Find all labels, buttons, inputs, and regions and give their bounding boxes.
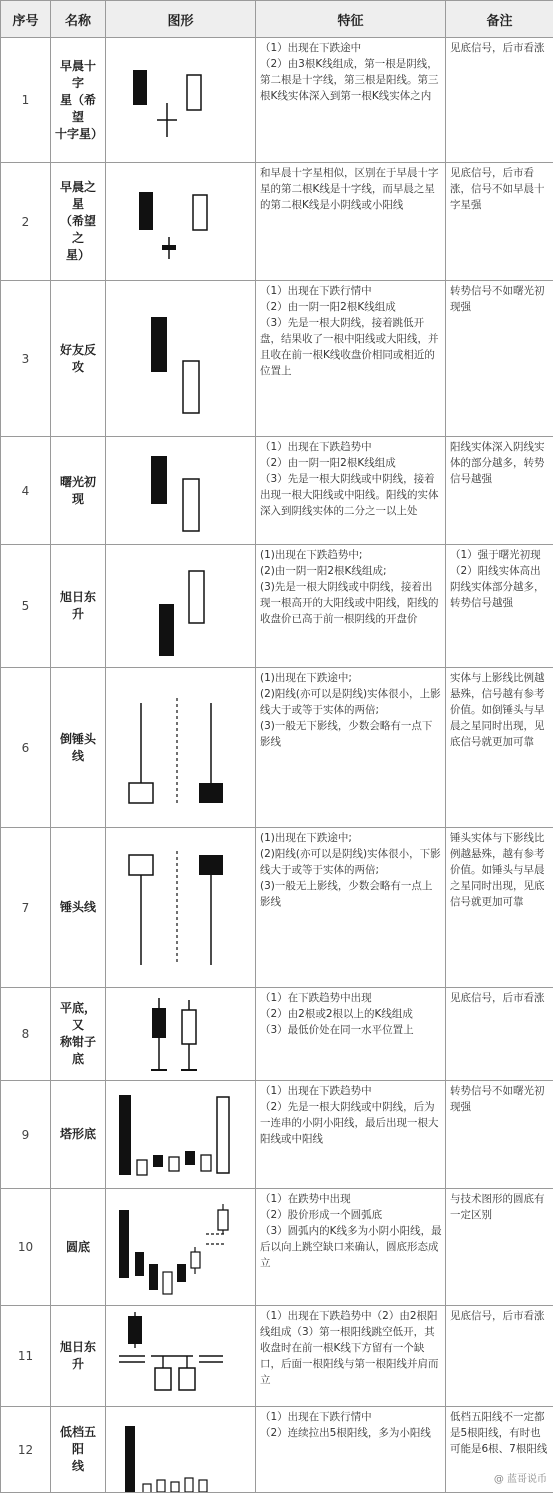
row-index: 6 xyxy=(1,668,51,828)
pattern-features: （1）出现在下跌趋势中 （2）先是一根大阴线或中阴线，后为一连串的小阴小阳线，最后出现一根大阳线或中阳线 xyxy=(256,1081,446,1189)
pattern-features: (1)出现在下跌途中; (2)阳线(亦可以是阴线)实体很小，下影线大于或等于实体的两倍; (3)一般无上影线，少数会略有一点上影线 xyxy=(256,828,446,988)
pattern-name: 旭日东升 xyxy=(51,1306,106,1407)
header-index: 序号 xyxy=(1,1,51,38)
row-index: 12 xyxy=(1,1407,51,1493)
pattern-name: 早晨之星 （希望之 星） xyxy=(51,163,106,281)
pattern-diagram xyxy=(106,1189,256,1306)
pattern-features: （1）出现在下跌行情中 （2）由一阴一阳2根K线组成 （3）先是一根大阴线，接着跳低开盘，结果收了一根中阳线或大阳线，并且收在前一根K线收盘价相同或相近的位置上 xyxy=(256,281,446,437)
inverted-hammer-diagram xyxy=(111,683,251,813)
pattern-diagram xyxy=(106,545,256,668)
pattern-features: （1）在下跌趋势中出现 （2）由2根或2根以上的K线组成 （3）最低价处在同一水平位置上 xyxy=(256,988,446,1081)
pattern-features: （1）出现在下跌趋势中 （2）由一阴一阳2根K线组成 （3）先是一根大阴线或中阴线，接着出现一根大阳线或中阳线。阳线的实体深入到阴线实体的二分之一以上处 xyxy=(256,437,446,545)
pattern-diagram xyxy=(106,38,256,163)
pattern-features: （1）出现在下跌途中 （2）由3根K线组成，第一根是阴线，第二根是十字线，第三根是阳线。第三根K线实体深入到第一根K线实体之内 xyxy=(256,38,446,163)
morning-doji-star-diagram xyxy=(111,45,251,155)
table-row xyxy=(1,668,553,828)
pattern-features: (1)出现在下跌趋势中; (2)由一阴一阳2根K线组成; (3)先是一根大阴线或中阴线，接着出现一根高开的大阳线或中阳线，阳线的收盘价已高于前一根阴线的开盘价 xyxy=(256,545,446,668)
pattern-diagram xyxy=(106,1306,256,1407)
pattern-note: （1）强于曙光初现 （2）阳线实体高出阴线实体部分越多，转势信号越强 xyxy=(446,545,553,668)
pattern-name: 塔形底 xyxy=(51,1081,106,1189)
pattern-name: 圆底 xyxy=(51,1189,106,1306)
pattern-note: 与技术图形的圆底有一定区别 xyxy=(446,1189,553,1306)
pattern-features: (1)出现在下跌途中; (2)阳线(亦可以是阴线)实体很小，上影线大于或等于实体的两倍; (3)一般无下影线，少数会略有一点下影线 xyxy=(256,668,446,828)
table-row xyxy=(1,828,553,988)
header-name: 名称 xyxy=(51,1,106,38)
header-shape: 图形 xyxy=(106,1,256,38)
table-row xyxy=(1,988,553,1081)
table-row xyxy=(1,163,553,281)
pattern-note: 转势信号不如曙光初现强 xyxy=(446,1081,553,1189)
header-notes: 备注 xyxy=(446,1,553,38)
pattern-features: （1）在跌势中出现 （2）股价形成一个圆弧底 （3）圆弧内的K线多为小阴小阳线，最后以向上跳空缺口来确认，圆底形态成立 xyxy=(256,1189,446,1306)
pattern-name: 平底，又 称钳子底 xyxy=(51,988,106,1081)
pattern-diagram xyxy=(106,163,256,281)
pattern-name: 早晨十字 星（希望 十字星） xyxy=(51,38,106,163)
pattern-name: 低档五阳 线 xyxy=(51,1407,106,1493)
row-index: 4 xyxy=(1,437,51,545)
row-index: 11 xyxy=(1,1306,51,1407)
rising-sun-diagram xyxy=(111,549,251,664)
table-row xyxy=(1,1081,553,1189)
flat-bottom-diagram xyxy=(111,990,251,1078)
pattern-note: 转势信号不如曙光初现强 xyxy=(446,281,553,437)
table-row xyxy=(1,1306,553,1407)
table-row xyxy=(1,38,553,163)
pattern-note: 见底信号，后市看涨 xyxy=(446,38,553,163)
pattern-diagram xyxy=(106,988,256,1081)
piercing-counterattack-diagram xyxy=(111,299,251,419)
row-index: 5 xyxy=(1,545,51,668)
rising-sun-gap-diagram xyxy=(111,1308,251,1404)
table-row xyxy=(1,281,553,437)
pattern-note: 锤头实体与下影线比例越悬殊，越有参考价值。如锤头与早晨之星同时出现，见底信号就更加可靠 xyxy=(446,828,553,988)
five-yang-lines-diagram xyxy=(111,1408,251,1492)
row-index: 2 xyxy=(1,163,51,281)
row-index: 9 xyxy=(1,1081,51,1189)
morning-star-diagram xyxy=(111,167,251,277)
pattern-note: 见底信号，后市看涨 xyxy=(446,988,553,1081)
pattern-diagram xyxy=(106,1081,256,1189)
watermark: @ 蓝哥说币 xyxy=(494,1470,547,1485)
table-row xyxy=(1,1189,553,1306)
pattern-features: 和早晨十字星相似，区别在于早晨十字星的第二根K线是十字线，而早晨之星的第二根K线是小阴线或小阳线 xyxy=(256,163,446,281)
round-bottom-diagram xyxy=(111,1192,251,1302)
pattern-diagram xyxy=(106,828,256,988)
header-row xyxy=(1,1,553,38)
table-row xyxy=(1,1407,553,1493)
row-index: 1 xyxy=(1,38,51,163)
pattern-diagram xyxy=(106,1407,256,1493)
pattern-note: 低档五阳线不一定都是5根阳线，有时也可能是6根、7根阳线 xyxy=(446,1407,553,1493)
row-index: 8 xyxy=(1,988,51,1081)
pattern-diagram xyxy=(106,668,256,828)
pattern-name: 好友反攻 xyxy=(51,281,106,437)
pattern-name: 倒锤头线 xyxy=(51,668,106,828)
row-index: 7 xyxy=(1,828,51,988)
pattern-diagram xyxy=(106,437,256,545)
pattern-name: 曙光初现 xyxy=(51,437,106,545)
pattern-diagram xyxy=(106,281,256,437)
pattern-note: 见底信号，后市看涨 xyxy=(446,1306,553,1407)
pattern-note: 实体与上影线比例越悬殊，信号越有参考价值。如倒锤头与早晨之星同时出现，见底信号就更加可靠 xyxy=(446,668,553,828)
pattern-features: （1）出现在下跌趋势中（2）由2根阳线组成（3）第一根阳线跳空低开，其收盘时在前一根K线下方留有一个缺口，后面一根阳线与第一根阳线并肩而立 xyxy=(256,1306,446,1407)
pattern-features: （1）出现在下跌行情中 （2）连续拉出5根阳线，多为小阳线 xyxy=(256,1407,446,1493)
tower-bottom-diagram xyxy=(111,1085,251,1185)
table-row xyxy=(1,545,553,668)
hammer-diagram xyxy=(111,843,251,973)
header-features: 特征 xyxy=(256,1,446,38)
pattern-note: 见底信号，后市看涨，信号不如早晨十字星强 xyxy=(446,163,553,281)
row-index: 10 xyxy=(1,1189,51,1306)
pattern-name: 旭日东升 xyxy=(51,545,106,668)
pattern-note: 阳线实体深入阴线实体的部分越多，转势信号越强 xyxy=(446,437,553,545)
table-row xyxy=(1,437,553,545)
pattern-name: 锤头线 xyxy=(51,828,106,988)
piercing-line-diagram xyxy=(111,441,251,541)
row-index: 3 xyxy=(1,281,51,437)
